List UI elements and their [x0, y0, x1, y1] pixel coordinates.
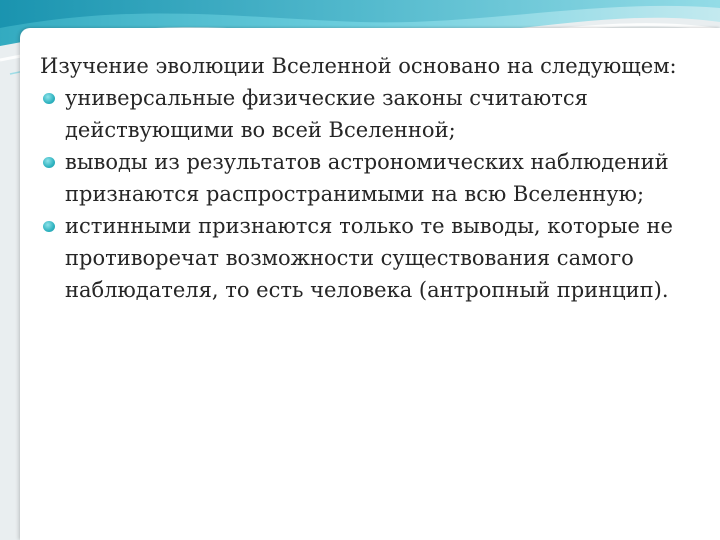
- bullet-item: [40, 146, 680, 210]
- bullet-list: [40, 82, 680, 306]
- intro-text: Изучение эволюции Вселенной основано на следующем:: [40, 54, 677, 78]
- bullet-item: [40, 82, 680, 146]
- bullet-text: универсальные физические законы считаются действующими во всей Вселенной;: [65, 86, 588, 142]
- bullet-text: выводы из результатов астрономических наблюдений признаются распространимыми на всю Вселенную;: [65, 150, 669, 206]
- bullet-icon: [43, 157, 55, 168]
- bullet-icon: [43, 93, 55, 104]
- slide-body: [40, 50, 680, 306]
- bullet-text: истинными признаются только те выводы, которые не противоречат возможности существования самого наблюдателя, то есть человека (антропный принцип).: [65, 214, 673, 302]
- bullet-icon: [43, 221, 55, 232]
- bullet-item: [40, 210, 680, 306]
